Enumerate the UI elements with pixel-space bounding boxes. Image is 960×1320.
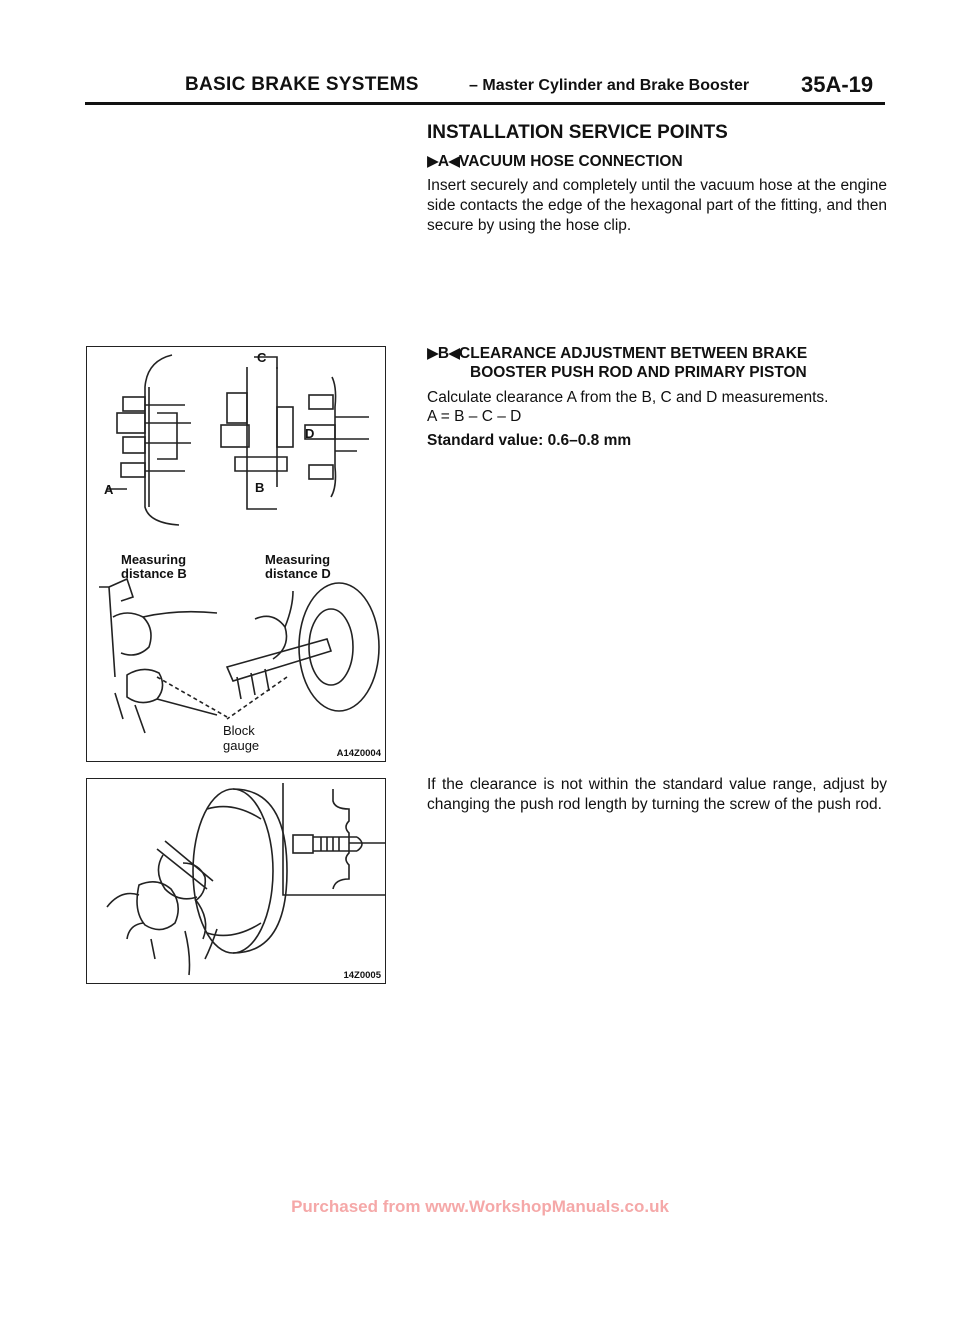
figure1-code: A14Z0004: [336, 748, 381, 759]
gauge-line1: Block: [223, 723, 255, 738]
label-a: A: [104, 482, 114, 497]
item-a-marker: ▶A◀: [427, 153, 460, 170]
item-b-note: If the clearance is not within the standard value range, adjust by changing the push rod length by turning the screw of the push rod.: [427, 776, 887, 813]
item-b-standard-value: Standard value: 0.6–0.8 mm: [427, 432, 632, 449]
purchase-watermark: Purchased from www.WorkshopManuals.co.uk: [291, 1197, 669, 1216]
gauge-line2: gauge: [223, 738, 260, 753]
caption-distance-b: [121, 553, 187, 581]
item-a-body: Insert securely and completely until the vacuum hose at the engine side contacts the edge of the hexagonal part of the fitting, and then secure by using the hose clip.: [427, 177, 887, 234]
item-b-body: Calculate clearance A from the B, C and D measurements.: [427, 389, 829, 406]
caption-distance-d: [265, 553, 331, 581]
section-title: INSTALLATION SERVICE POINTS: [427, 122, 728, 143]
figure-push-rod-illustration: [87, 779, 387, 985]
caption-b-line1: Measuring: [121, 552, 187, 567]
figure-push-rod-adjustment: [86, 778, 386, 984]
label-d: D: [305, 426, 315, 441]
header-title: BASIC BRAKE SYSTEMS: [185, 74, 419, 95]
figure2-code: 14Z0005: [343, 970, 381, 981]
caption-d-line2: distance D: [265, 566, 331, 581]
caption-d-line1: Measuring: [265, 552, 331, 567]
item-a-heading: [427, 152, 683, 171]
header-subtitle: [469, 77, 749, 95]
caption-b-line2: distance B: [121, 566, 187, 581]
item-b-heading-line1: CLEARANCE ADJUSTMENT BETWEEN BRAKE: [459, 345, 808, 362]
header-dash: –: [469, 77, 478, 94]
item-a-heading-text: VACUUM HOSE CONNECTION: [459, 153, 683, 170]
item-b-heading-line2: BOOSTER PUSH ROD AND PRIMARY PISTON: [470, 364, 807, 381]
page-number: 35A-19: [801, 72, 874, 97]
label-b: B: [255, 480, 265, 495]
item-b-formula: A = B – C – D: [427, 408, 522, 425]
figure-measuring-distances: [86, 346, 386, 762]
block-gauge-label: [223, 723, 259, 753]
item-b-heading: [427, 344, 807, 363]
header-rule: [85, 102, 885, 105]
label-c: C: [257, 350, 267, 365]
header-subtitle-text: Master Cylinder and Brake Booster: [482, 77, 750, 94]
item-b-marker: ▶B◀: [427, 345, 460, 362]
